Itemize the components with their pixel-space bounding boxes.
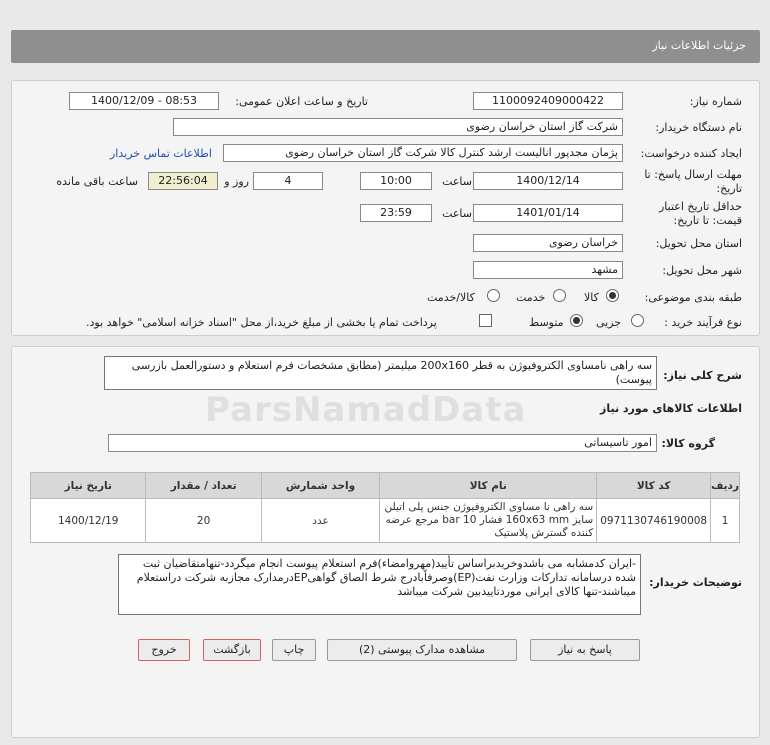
need-number-label: شماره نیاز: [689,95,742,108]
category-label: طبقه بندی موضوعی: [644,291,742,304]
announce-label: تاریخ و ساعت اعلان عمومی: [235,95,368,108]
requester-field: پژمان مجدپور انالیست ارشد کنترل کالا شرکت گاز استان خراسان رضوی [223,144,623,162]
purchase-type-label: نوع فرآیند خرید : [664,316,742,329]
reply-time-field: 10:00 [360,172,432,190]
buyer-org-label: نام دستگاه خریدار: [655,121,742,134]
cell-code: 0971130746190008 [597,499,711,543]
items-table [30,472,740,543]
province-label: استان محل تحویل: [655,237,742,250]
description-label: شرح کلی نیاز: [663,369,742,382]
remaining-label: ساعت باقی مانده [56,175,138,188]
treasury-note: پرداخت تمام یا بخشی از مبلغ خرید،از محل "اسناد خزانه اسلامی" خواهد بود. [86,316,437,329]
days-remaining-field: 4 [253,172,323,190]
header-bar [11,30,760,63]
cell-date: 1400/12/19 [31,499,146,543]
price-validity-label-2: قیمت: تا تاریخ: [673,214,742,227]
cell-row: 1 [711,499,740,543]
category-goods-label: کالا [584,291,599,304]
reply-date-field: 1400/12/14 [473,172,623,190]
remaining-time-field: 22:56:04 [148,172,218,190]
goods-group-label: گروه کالا: [661,437,715,450]
price-validity-date-field: 1401/01/14 [473,204,623,222]
notes-field: -ایران کدمشابه می باشدوخریدبراساس تأیید(مهروامضاء)فرم استعلام پیوست انجام میگردد-تنهامتقاضیان ثبت شده درسامانه تدارکات وزارت نفت(EP)وصرفاًبادرج شرط الصاق گواهیEPدرمدارک مجازبه شرکت دراستعلام میباشند-تنها کالای ایرانی موردتاییدبین شرکت میباشد [118,554,641,615]
treasury-checkbox[interactable] [479,314,492,327]
col-unit: واحد شمارش [261,473,380,499]
purchase-minor-label: جزیی [596,316,622,329]
days-label: روز و [224,175,249,188]
reply-deadline-label-1: مهلت ارسال پاسخ: تا [644,168,742,181]
attachments-button[interactable]: مشاهده مدارک پیوستی (2) [327,639,517,661]
cell-unit: عدد [261,499,380,543]
reply-button[interactable]: پاسخ به نیاز [530,639,640,661]
col-row: ردیف [711,473,740,499]
cell-name: سه راهی نا مساوی الکتروفیوژن جنس پلی اتیلن سایز 160x63 mm فشار 10 bar مرجع عرضه کننده گسترش پلاستیک [380,499,597,543]
page-title: جزئیات اطلاعات نیاز [652,39,746,52]
goods-group-field: امور تاسیساتی [108,434,657,452]
buyer-contact-link[interactable]: اطلاعات تماس خریدار [110,147,212,160]
need-number-field: 1100092409000422 [473,92,623,110]
purchase-minor-radio[interactable] [631,314,644,327]
category-service-label: خدمت [516,291,546,304]
province-field: خراسان رضوی [473,234,623,252]
price-validity-time-label: ساعت [442,207,472,220]
exit-button[interactable]: خروج [138,639,190,661]
city-label: شهر محل تحویل: [662,264,742,277]
col-name: نام کالا [380,473,597,499]
col-date: تاریخ نیاز [31,473,146,499]
announce-field: 1400/12/09 - 08:53 [69,92,219,110]
back-button[interactable]: بازگشت [203,639,261,661]
reply-time-label: ساعت [442,175,472,188]
category-both-radio[interactable] [487,289,500,302]
category-both-label: کالا/خدمت [427,291,475,304]
price-validity-label-1: حداقل تاریخ اعتبار [658,200,742,213]
goods-info-title: اطلاعات کالاهای مورد نیاز [600,402,742,415]
cell-qty: 20 [146,499,261,543]
city-field: مشهد [473,261,623,279]
print-button[interactable]: چاپ [272,639,316,661]
buyer-org-field: شرکت گاز استان خراسان رضوی [173,118,623,136]
col-qty: تعداد / مقدار [146,473,261,499]
category-service-radio[interactable] [553,289,566,302]
requester-label: ایجاد کننده درخواست: [640,147,742,160]
reply-deadline-label-2: تاریخ: [716,182,742,195]
purchase-medium-label: متوسط [529,316,564,329]
price-validity-time-field: 23:59 [360,204,432,222]
description-field: سه راهی نامساوی الکتروفیوژن به قطر 200x160 میلیمتر (مطابق مشخصات فرم استعلام و دستورالعمل بازرسی پیوست) [104,356,657,390]
category-goods-radio[interactable] [606,289,619,302]
notes-label: توضیحات خریدار: [649,576,742,589]
col-code: کد کالا [597,473,711,499]
purchase-medium-radio[interactable] [570,314,583,327]
table-row [31,499,740,543]
watermark: ParsNamadData [205,390,527,430]
